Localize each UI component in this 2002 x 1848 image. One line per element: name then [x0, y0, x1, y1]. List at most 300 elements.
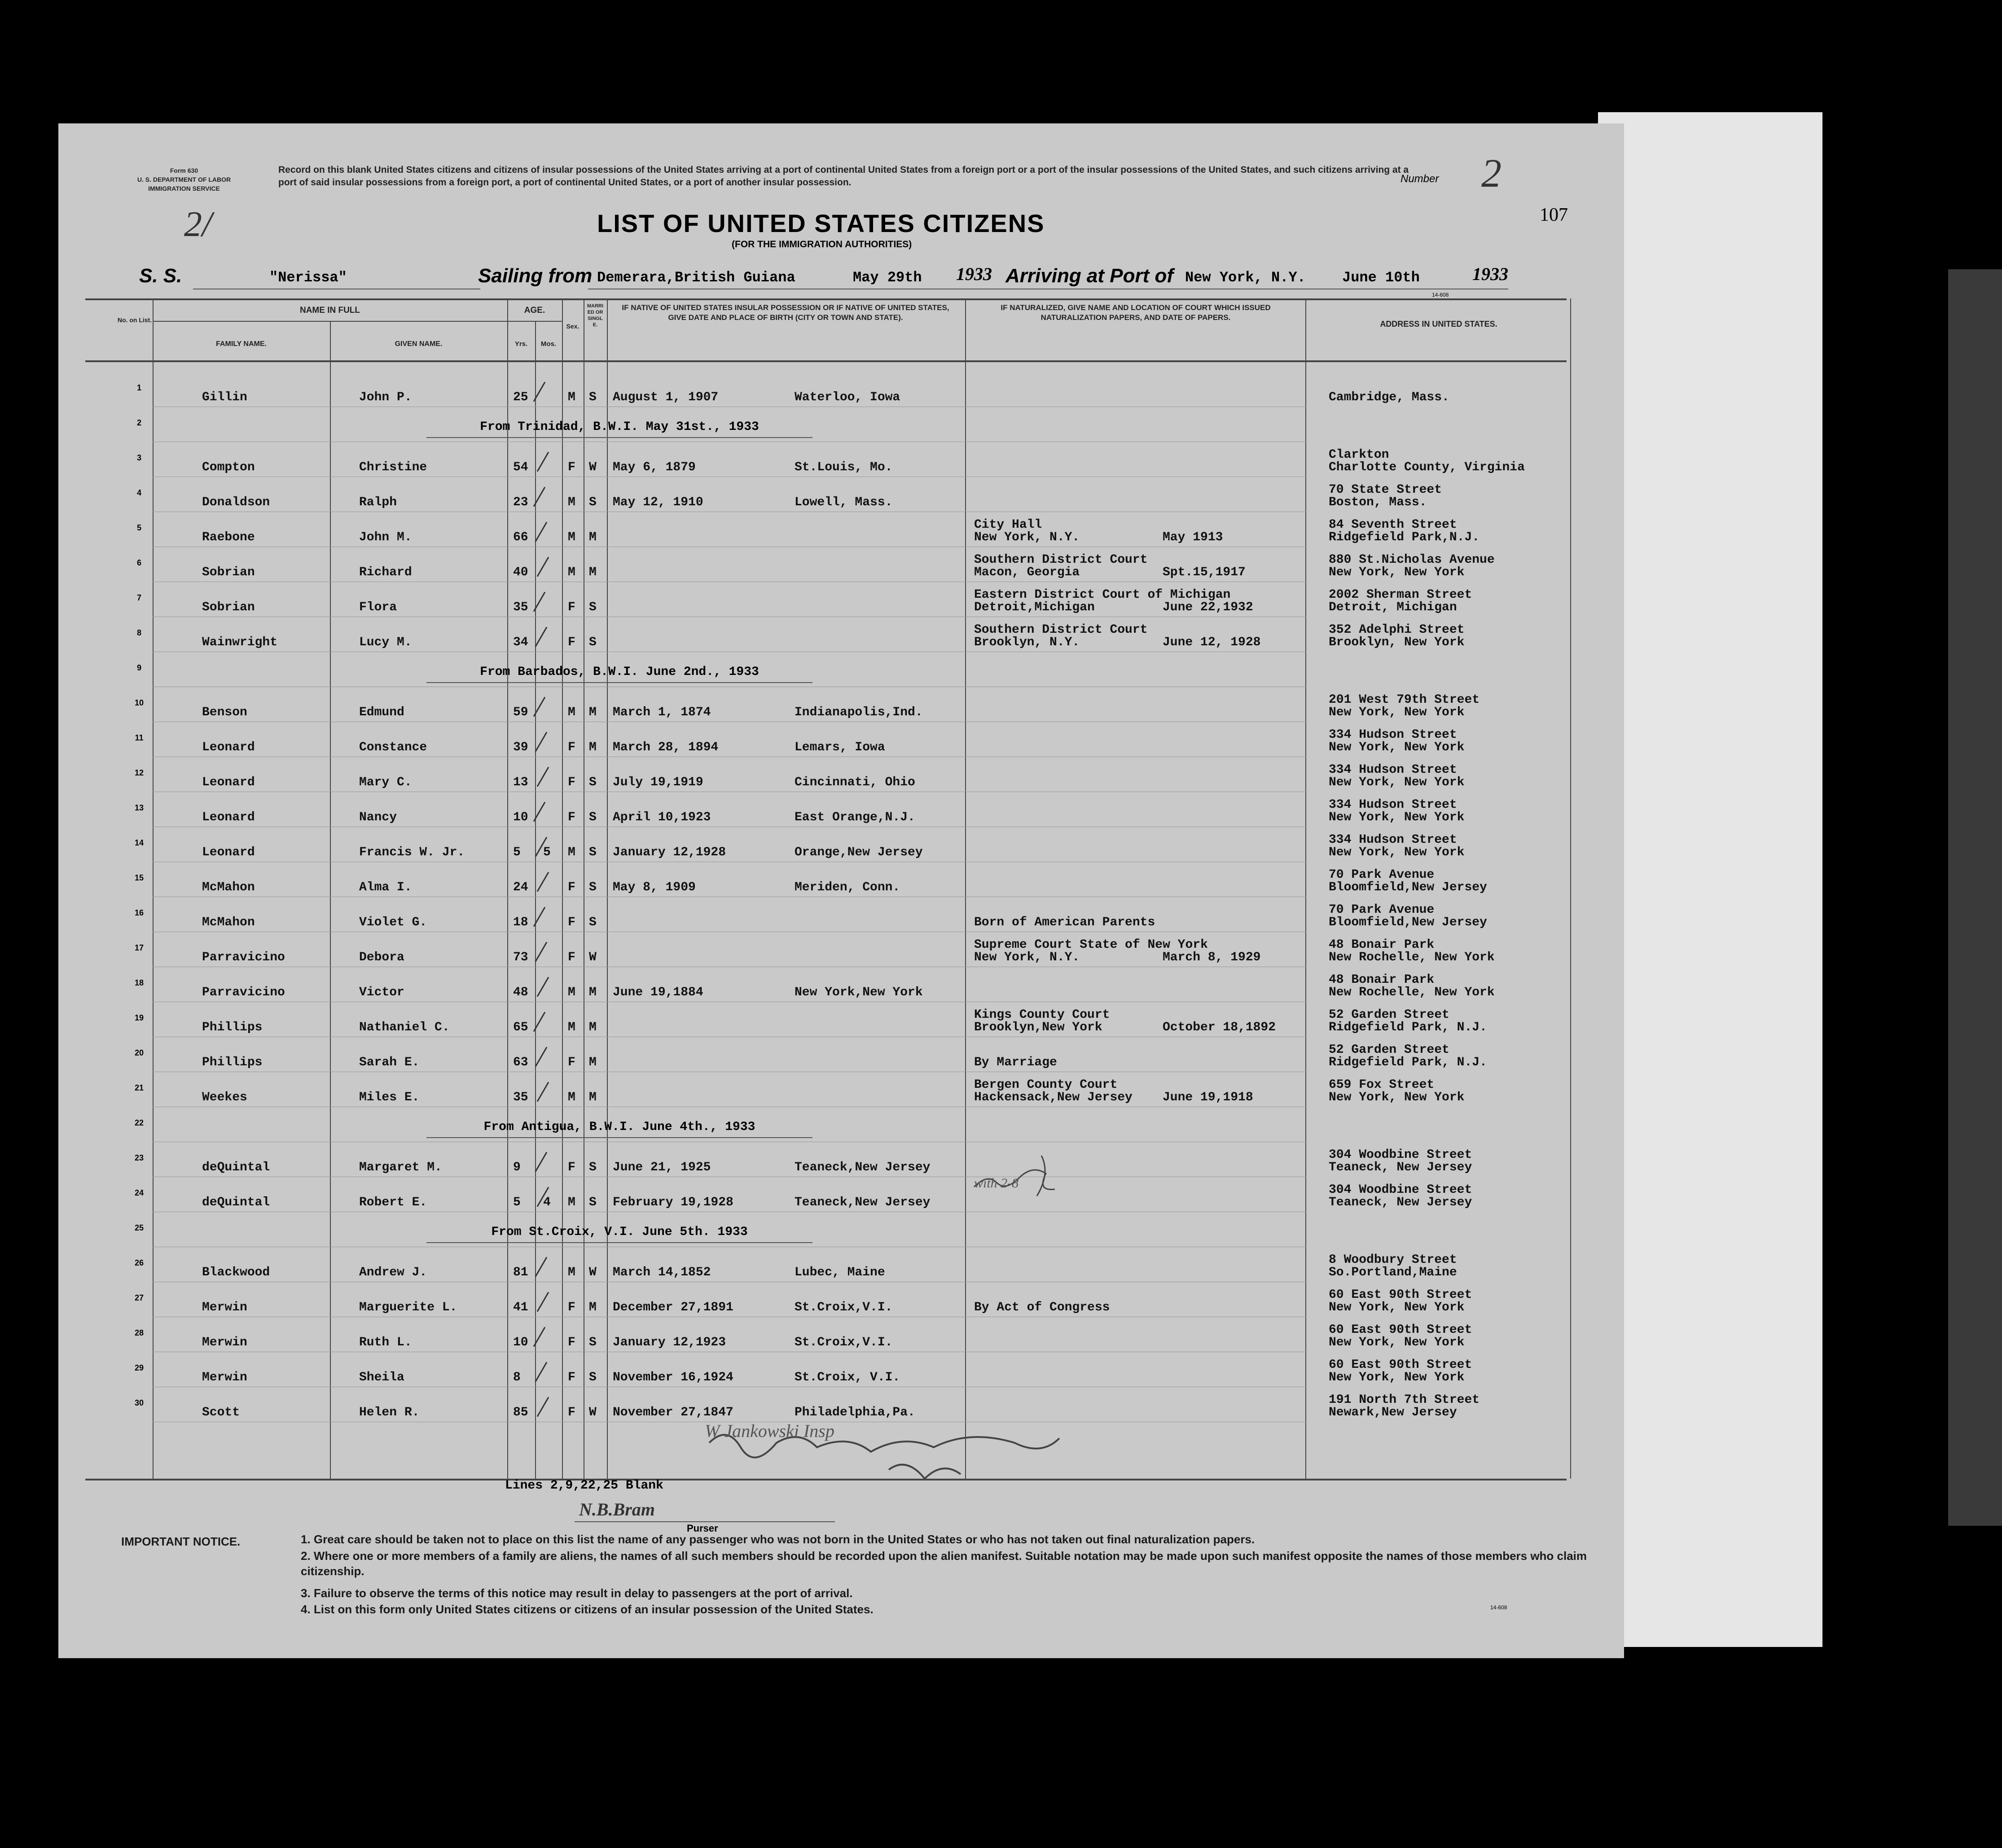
line-number: 15 [134, 873, 144, 882]
line-number: 1 [136, 383, 141, 392]
given-name: Marguerite L. [359, 1301, 457, 1314]
age-years: 35 [513, 1090, 528, 1104]
passenger-row [58, 477, 1624, 512]
naturalization-court: Bergen County Court [974, 1078, 1118, 1092]
birth-place: St.Croix,V.I. [795, 1301, 893, 1314]
form-tag: Form 630 U. S. DEPARTMENT OF LABOR IMMIGRATION SERVICE [137, 167, 231, 192]
marital-status: M [589, 985, 597, 999]
marital-status: W [589, 1406, 597, 1419]
passenger-row [58, 723, 1624, 758]
sex: M [568, 495, 575, 509]
family-name: Wainwright [202, 635, 278, 649]
line-number: 5 [136, 523, 141, 532]
sex: M [568, 985, 575, 999]
naturalization-location: Brooklyn, N.Y. [974, 635, 1080, 649]
sex: F [568, 915, 575, 929]
line-number: 7 [136, 593, 141, 602]
naturalization-court: Eastern District Court of Michigan [974, 588, 1231, 602]
header-given-name: GIVEN NAME. [395, 340, 443, 348]
given-name: Margaret M. [359, 1160, 442, 1174]
address-city: Bloomfield,New Jersey [1329, 880, 1487, 894]
purser-label: Purser [687, 1523, 718, 1534]
given-name: John M. [359, 530, 412, 544]
naturalization-date: June 19,1918 [1163, 1090, 1253, 1104]
passenger-row [58, 863, 1624, 898]
marital-status: S [589, 845, 597, 859]
address-city: Charlotte County, Virginia [1329, 460, 1525, 474]
inspection-check-mark [535, 732, 548, 752]
address-street: 8 Woodbury Street [1329, 1253, 1457, 1267]
age-years: 9 [513, 1160, 521, 1174]
family-name: Leonard [202, 740, 255, 754]
address-street: 304 Woodbine Street [1329, 1183, 1472, 1197]
sex: F [568, 1371, 575, 1384]
line-number: 26 [134, 1258, 144, 1267]
age-years: 35 [513, 600, 528, 614]
inspection-check-mark [535, 1362, 548, 1382]
notice-title: IMPORTANT NOTICE. [121, 1535, 241, 1548]
section-row [58, 652, 1624, 688]
age-years: 65 [513, 1020, 528, 1034]
address-street: 60 East 90th Street [1329, 1288, 1472, 1302]
passenger-row [58, 688, 1624, 723]
sex: M [568, 1266, 575, 1279]
inspection-check-mark [537, 767, 549, 787]
naturalization-court: Southern District Court [974, 553, 1148, 567]
line-number: 22 [134, 1118, 144, 1127]
sex: F [568, 635, 575, 649]
passenger-row [58, 372, 1624, 407]
number-label: Number [1401, 173, 1439, 185]
inspection-check-mark [533, 382, 546, 402]
inspection-check-mark [533, 1327, 546, 1347]
port-section-heading: From St.Croix, V.I. June 5th. 1933 [491, 1225, 748, 1239]
age-years: 34 [513, 635, 528, 649]
section-row [58, 1213, 1624, 1248]
family-name: Phillips [202, 1055, 263, 1069]
marital-status: W [589, 1266, 597, 1279]
address-city: New Rochelle, New York [1329, 950, 1495, 964]
age-years: 10 [513, 1336, 528, 1349]
arrival-date: June 10th [1342, 269, 1420, 286]
section-underline [426, 437, 812, 438]
birth-place: St.Croix,V.I. [795, 1336, 893, 1349]
birth-date: December 27,1891 [613, 1301, 733, 1314]
address-city: New York, New York [1329, 705, 1465, 719]
address-city: Detroit, Michigan [1329, 600, 1457, 614]
address-city: Teaneck, New Jersey [1329, 1196, 1472, 1209]
family-name: Parravicino [202, 985, 285, 999]
address-city: Cambridge, Mass. [1329, 390, 1449, 404]
age-years: 66 [513, 530, 528, 544]
marital-status: M [589, 740, 597, 754]
address-street: 48 Bonair Park [1329, 938, 1435, 952]
birth-place: New York,New York [795, 985, 923, 999]
marital-status: M [589, 1055, 597, 1069]
header-naturalized: IF NATURALIZED, GIVE NAME AND LOCATION OF COURT WHICH ISSUED NATURALIZATION PAPERS, AND DATE OF PAPERS. [1001, 303, 1271, 322]
marital-status: S [589, 1196, 597, 1209]
sex: F [568, 1160, 575, 1174]
notice-code: 14-608 [1490, 1604, 1507, 1611]
naturalization-date: March 8, 1929 [1163, 950, 1261, 964]
header-bottom-rule [85, 360, 1567, 362]
passenger-row [58, 933, 1624, 968]
naturalization-date: October 18,1892 [1163, 1020, 1276, 1034]
age-years: 59 [513, 705, 528, 719]
header-mos: Mos. [540, 340, 557, 348]
age-years: 23 [513, 495, 528, 509]
sex: M [568, 565, 575, 579]
marital-status: S [589, 775, 597, 789]
line-number: 17 [134, 943, 144, 952]
corner-mark: 2/ [184, 205, 212, 244]
age-years: 54 [513, 460, 528, 474]
sex: M [568, 705, 575, 719]
age-years: 10 [513, 810, 528, 824]
inspection-check-mark [535, 1047, 548, 1067]
birth-date: June 21, 1925 [613, 1160, 711, 1174]
birth-date: January 12,1923 [613, 1336, 726, 1349]
age-years: 18 [513, 915, 528, 929]
naturalization-location: Born of American Parents [974, 915, 1155, 929]
address-city: Newark,New Jersey [1329, 1406, 1457, 1419]
birth-date: January 12,1928 [613, 845, 726, 859]
inspection-check-mark [537, 452, 549, 472]
family-name: Scott [202, 1406, 240, 1419]
naturalization-location: New York, N.Y. [974, 530, 1080, 544]
age-years: 41 [513, 1301, 528, 1314]
marital-status: S [589, 810, 597, 824]
header-birth: IF NATIVE OF UNITED STATES INSULAR POSSESSION OR IF NATIVE OF UNITED STATES, GIVE DATE AND PLACE OF BIRTH (CITY OR TOWN AND STATE). [622, 303, 949, 322]
line-number: 24 [134, 1188, 144, 1197]
purser-underline [575, 1521, 835, 1522]
naturalization-location: Brooklyn,New York [974, 1020, 1102, 1034]
inspector-signature: W Jankowski Insp [705, 1421, 834, 1441]
arrival-year: 1933 [1472, 264, 1508, 284]
family-name: Merwin [202, 1336, 247, 1349]
family-name: Benson [202, 705, 247, 719]
family-name: Gillin [202, 390, 247, 404]
given-name: Robert E. [359, 1196, 427, 1209]
inspection-check-mark [535, 1257, 548, 1277]
birth-place: Waterloo, Iowa [795, 390, 900, 404]
address-street: 2002 Sherman Street [1329, 588, 1472, 602]
age-years: 63 [513, 1055, 528, 1069]
sex: M [568, 845, 575, 859]
address-city: New York, New York [1329, 1090, 1465, 1104]
passenger-row [58, 1318, 1624, 1353]
naturalization-location: Hackensack,New Jersey [974, 1090, 1133, 1104]
birth-place: Lubec, Maine [795, 1266, 885, 1279]
age-years: 13 [513, 775, 528, 789]
address-street: 304 Woodbine Street [1329, 1148, 1472, 1162]
inspection-check-mark [537, 557, 549, 577]
line-number: 16 [134, 908, 144, 917]
sailing-port: Demerara,British Guiana [597, 269, 795, 286]
naturalization-date: Spt.15,1917 [1163, 565, 1246, 579]
marital-status: W [589, 460, 597, 474]
marital-status: M [589, 530, 597, 544]
marital-status: S [589, 1336, 597, 1349]
sex: F [568, 600, 575, 614]
sex: M [568, 390, 575, 404]
birth-place: Orange,New Jersey [795, 845, 923, 859]
table-top-rule [85, 298, 1567, 300]
age-years: 39 [513, 740, 528, 754]
header-age: AGE. [524, 306, 545, 315]
birth-place: East Orange,N.J. [795, 810, 915, 824]
line-number: 28 [134, 1328, 144, 1337]
inspection-check-mark [533, 907, 546, 927]
passenger-row [58, 1283, 1624, 1318]
page-title: LIST OF UNITED STATES CITIZENS [597, 209, 1045, 237]
sex: F [568, 880, 575, 894]
family-name: Merwin [202, 1371, 247, 1384]
sex: F [568, 740, 575, 754]
inspection-check-mark [537, 1292, 549, 1312]
family-name: Leonard [202, 810, 255, 824]
address-street: 48 Bonair Park [1329, 973, 1435, 987]
notice-item: 2. Where one or more members of a family are aliens, the names of all such members should be recorded upon the alien manifest. Suitable notation may be made upon such manifest opposite the names of those members who claim citizenship. [301, 1549, 1587, 1578]
birth-date: May 6, 1879 [613, 460, 696, 474]
sex: M [568, 1196, 575, 1209]
line-number: 3 [136, 453, 141, 462]
address-city: New York, New York [1329, 810, 1465, 824]
address-street: 334 Hudson Street [1329, 763, 1457, 777]
naturalization-date: June 12, 1928 [1163, 635, 1261, 649]
birth-place: Lemars, Iowa [795, 740, 885, 754]
address-street: Clarkton [1329, 448, 1389, 462]
line-number: 8 [136, 628, 141, 637]
marital-status: S [589, 600, 597, 614]
age-years: 73 [513, 950, 528, 964]
family-name: Parravicino [202, 950, 285, 964]
line-number: 25 [134, 1223, 144, 1232]
given-name: Nathaniel C. [359, 1020, 450, 1034]
marital-status: M [589, 1020, 597, 1034]
given-name: Mary C. [359, 775, 412, 789]
given-name: Violet G. [359, 915, 427, 929]
inspection-check-mark [535, 627, 548, 647]
marital-status: S [589, 1371, 597, 1384]
address-street: 52 Garden Street [1329, 1008, 1449, 1022]
given-name: Edmund [359, 705, 404, 719]
passenger-row [58, 1143, 1624, 1178]
address-street: 70 Park Avenue [1329, 903, 1435, 917]
birth-date: May 8, 1909 [613, 880, 696, 894]
inspection-check-mark [535, 942, 548, 962]
marital-status: S [589, 880, 597, 894]
marital-status: M [589, 705, 597, 719]
family-name: Weekes [202, 1090, 247, 1104]
naturalization-location: By Marriage [974, 1055, 1057, 1069]
age-months: 5 [543, 845, 551, 859]
birth-date: March 28, 1894 [613, 740, 719, 754]
address-city: New York, New York [1329, 565, 1465, 579]
passenger-row [58, 617, 1624, 652]
address-street: 352 Adelphi Street [1329, 623, 1465, 637]
address-city: New York, New York [1329, 1301, 1465, 1314]
address-city: New York, New York [1329, 1336, 1465, 1349]
family-name: Leonard [202, 775, 255, 789]
section-row [58, 407, 1624, 442]
given-name: Nancy [359, 810, 397, 824]
purser-signature: N.B.Bram [579, 1499, 655, 1520]
age-years: 25 [513, 390, 528, 404]
line-number: 2 [136, 418, 141, 427]
inspection-check-mark [537, 872, 549, 892]
line-number: 21 [134, 1083, 144, 1092]
birth-place: St.Croix, V.I. [795, 1371, 900, 1384]
section-underline [426, 1137, 812, 1138]
passenger-row [58, 758, 1624, 793]
birth-date: February 19,1928 [613, 1196, 733, 1209]
naturalization-location: Detroit,Michigan [974, 600, 1095, 614]
family-name: McMahon [202, 880, 255, 894]
sex: F [568, 950, 575, 964]
birth-place: Indianapolis,Ind. [795, 705, 923, 719]
birth-date: May 12, 1910 [613, 495, 703, 509]
notice-item: 3. Failure to observe the terms of this notice may result in delay to passengers at the port of arrival. [301, 1586, 853, 1600]
marital-status: S [589, 495, 597, 509]
naturalization-date: May 1913 [1163, 530, 1223, 544]
sailing-label: Sailing from [478, 265, 593, 287]
sex: M [568, 1090, 575, 1104]
line-number: 6 [136, 558, 141, 567]
address-street: 334 Hudson Street [1329, 833, 1457, 847]
line-number: 29 [134, 1363, 144, 1372]
given-name: Christine [359, 460, 427, 474]
birth-date: March 14,1852 [613, 1266, 711, 1279]
birth-date: March 1, 1874 [613, 705, 711, 719]
line-number: 23 [134, 1153, 144, 1162]
line-number: 20 [134, 1048, 144, 1057]
marital-status: W [589, 950, 597, 964]
marital-status: M [589, 1090, 597, 1104]
address-street: 334 Hudson Street [1329, 798, 1457, 812]
birth-place: St.Louis, Mo. [795, 460, 893, 474]
passenger-row [58, 442, 1624, 477]
port-section-heading: From Antigua, B.W.I. June 4th., 1933 [483, 1120, 755, 1134]
address-city: Teaneck, New Jersey [1329, 1160, 1472, 1174]
inspection-check-mark [535, 1152, 548, 1172]
address-street: 84 Seventh Street [1329, 518, 1457, 532]
given-name: Victor [359, 985, 404, 999]
given-name: Ralph [359, 495, 397, 509]
line-number: 11 [135, 733, 144, 742]
passenger-row [58, 1003, 1624, 1038]
naturalization-location: By Act of Congress [974, 1301, 1110, 1314]
adjacent-page-strip [1948, 269, 2002, 1526]
notice-item: 4. List on this form only United States citizens or citizens of an insular possession of the United States. [301, 1603, 874, 1616]
age-months: 4 [543, 1196, 551, 1209]
marital-status: S [589, 390, 597, 404]
address-city: Ridgefield Park, N.J. [1329, 1055, 1487, 1069]
given-name: Lucy M. [359, 635, 412, 649]
passenger-row [58, 828, 1624, 863]
address-city: Ridgefield Park,N.J. [1329, 530, 1480, 544]
address-city: Boston, Mass. [1329, 495, 1427, 509]
header-name-in-full: NAME IN FULL [299, 306, 360, 315]
family-name: Merwin [202, 1301, 247, 1314]
naturalization-court: City Hall [974, 518, 1042, 532]
address-city: Brooklyn, New York [1329, 635, 1465, 649]
address-city: So.Portland,Maine [1329, 1266, 1457, 1279]
sex: F [568, 460, 575, 474]
birth-place: Philadelphia,Pa. [795, 1406, 915, 1419]
line-number: 10 [134, 698, 144, 707]
sailing-date: May 29th [853, 269, 922, 286]
address-street: 191 North 7th Street [1329, 1393, 1480, 1407]
address-street: 201 West 79th Street [1329, 693, 1480, 707]
address-city: Bloomfield,New Jersey [1329, 915, 1487, 929]
naturalization-court: Kings County Court [974, 1008, 1110, 1022]
blank-lines-note: Lines 2,9,22,25 Blank [505, 1479, 663, 1493]
passenger-row [58, 1038, 1624, 1073]
sex: F [568, 1406, 575, 1419]
name-subhead-rule [153, 321, 507, 322]
given-name: Richard [359, 565, 412, 579]
address-street: 70 State Street [1329, 483, 1442, 497]
address-street: 52 Garden Street [1329, 1043, 1449, 1057]
passenger-row [58, 1248, 1624, 1283]
birth-date: July 19,1919 [613, 775, 703, 789]
manifest-page [58, 123, 1624, 1658]
backing-sheet [1598, 112, 1822, 1647]
sex: F [568, 775, 575, 789]
passenger-row [58, 547, 1624, 582]
given-name: Flora [359, 600, 397, 614]
arriving-label: Arriving at Port of [1005, 265, 1174, 287]
page-number: 107 [1540, 205, 1568, 225]
given-name: Miles E. [359, 1090, 420, 1104]
age-years: 85 [513, 1406, 528, 1419]
passenger-row [58, 512, 1624, 547]
sex: F [568, 810, 575, 824]
ship-name: "Nerissa" [269, 269, 347, 286]
given-name: John P. [359, 390, 412, 404]
given-name: Ruth L. [359, 1336, 412, 1349]
inspection-check-mark [533, 802, 546, 822]
naturalization-location: New York, N.Y. [974, 950, 1080, 964]
sex: M [568, 1020, 575, 1034]
passenger-row [58, 582, 1624, 617]
given-name: Sheila [359, 1371, 404, 1384]
sex: F [568, 1301, 575, 1314]
handwritten-note: with 2-8 [974, 1176, 1019, 1191]
inspection-check-mark [533, 592, 546, 612]
line-number: 4 [136, 488, 141, 497]
family-name: deQuintal [202, 1160, 270, 1174]
birth-date: November 16,1924 [613, 1371, 733, 1384]
header-no: No. on List. [117, 316, 152, 324]
header-married: MARRIED OR SINGLE. [587, 303, 604, 328]
address-street: 60 East 90th Street [1329, 1358, 1472, 1372]
passenger-row [58, 1353, 1624, 1388]
given-name: Helen R. [359, 1406, 420, 1419]
family-name: Donaldson [202, 495, 270, 509]
family-name: Leonard [202, 845, 255, 859]
birth-place: Meriden, Conn. [795, 880, 900, 894]
line-number: 12 [134, 768, 144, 777]
address-street: 659 Fox Street [1329, 1078, 1435, 1092]
address-city: Ridgefield Park, N.J. [1329, 1020, 1487, 1034]
birth-place: Cincinnati, Ohio [795, 775, 915, 789]
port-section-heading: From Barbados, B.W.I. June 2nd., 1933 [480, 665, 759, 679]
list-number: 2 [1481, 151, 1502, 196]
naturalization-location: Macon, Georgia [974, 565, 1080, 579]
address-city: New York, New York [1329, 845, 1465, 859]
